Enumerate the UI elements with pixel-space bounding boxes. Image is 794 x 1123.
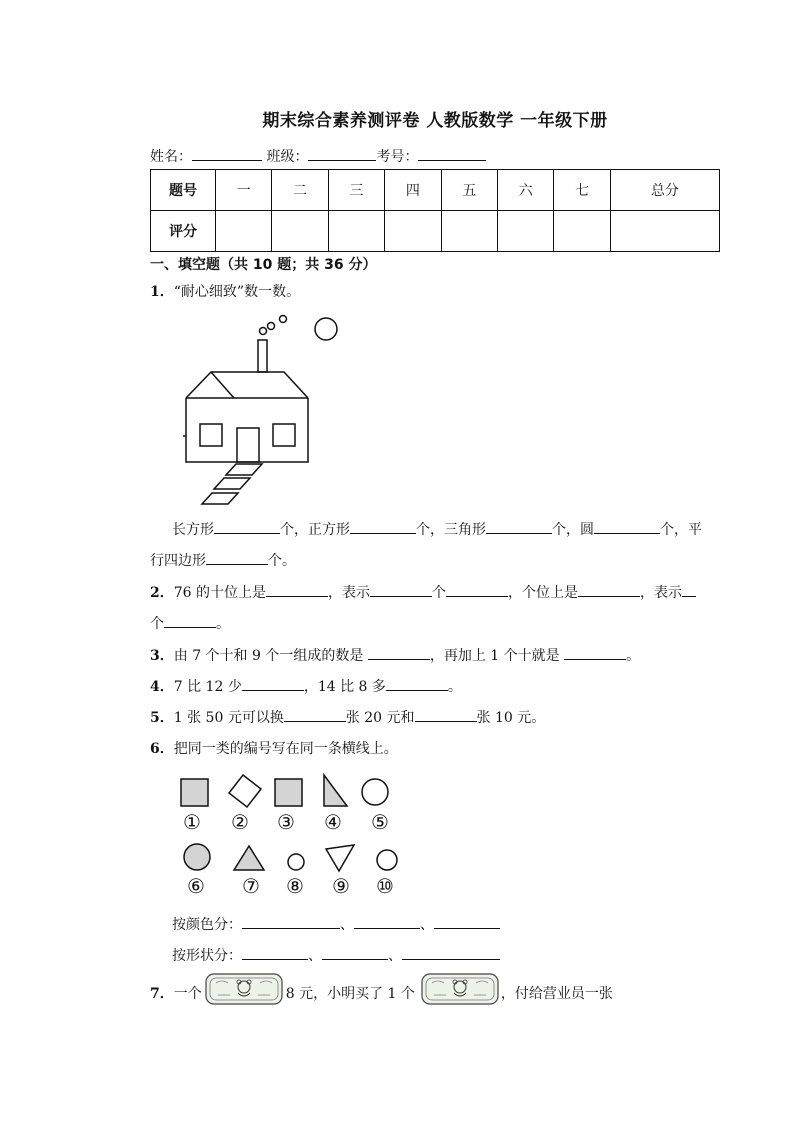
answer-blank[interactable]	[578, 582, 640, 597]
shape-label: ①	[183, 810, 201, 834]
table-cell: 五	[441, 170, 497, 211]
classify-by-shape	[172, 945, 500, 965]
pencil-case-icon	[204, 971, 284, 1007]
shape-5-circle	[362, 779, 388, 805]
classify-by-color	[172, 914, 500, 934]
q7-text: 一个	[173, 986, 202, 1002]
q1-text: 行四边形	[150, 553, 206, 569]
shape-7-triangle	[234, 846, 264, 870]
table-cell: 一	[216, 170, 272, 211]
exam-label: 考号：	[376, 149, 419, 165]
shape-3-square	[275, 779, 302, 806]
smoke-circle-large	[280, 316, 287, 323]
shape-8-small-circle	[288, 854, 304, 870]
shape-10-circle	[377, 850, 397, 870]
question-6	[150, 738, 398, 758]
class-label: 班级：	[266, 149, 309, 165]
shape-6-circle	[184, 844, 210, 870]
by-color-label: 按颜色分：	[172, 917, 242, 933]
question-number: 7．	[150, 986, 174, 1002]
q1-text: 个，正方形	[280, 522, 350, 538]
name-blank[interactable]	[192, 146, 262, 161]
shapes-row-2	[175, 838, 405, 878]
table-cell: 二	[272, 170, 328, 211]
table-row	[151, 211, 720, 252]
shape-label: ⑦	[242, 874, 260, 898]
smoke-circle-small	[260, 328, 267, 335]
answer-blank[interactable]	[682, 582, 696, 597]
shape-4-right-triangle	[324, 775, 347, 806]
by-shape-label: 按形状分：	[172, 948, 242, 964]
score-cell[interactable]	[610, 211, 719, 252]
q1-text: 个。	[268, 553, 296, 569]
window-left	[200, 424, 222, 446]
separator: 、	[308, 948, 322, 964]
path-stone	[226, 464, 262, 475]
answer-blank[interactable]	[486, 519, 552, 534]
path-stone	[214, 478, 250, 489]
q1-text: 个，三角形	[416, 522, 486, 538]
table-cell: 七	[554, 170, 610, 211]
question-number: 3．	[150, 648, 174, 664]
q2-text: 个	[432, 585, 447, 601]
answer-blank[interactable]	[206, 550, 268, 565]
table-cell: 三	[328, 170, 384, 211]
house-wall	[186, 398, 308, 462]
shape-2-rotated-square	[229, 775, 261, 807]
shape-label: ②	[231, 810, 249, 834]
q1-text: 长方形	[172, 522, 214, 538]
name-label: 姓名：	[150, 149, 192, 165]
q2-text: 76 的十位上是	[173, 585, 267, 601]
path-stone	[202, 493, 238, 504]
sun-circle	[315, 318, 337, 340]
score-cell[interactable]	[216, 211, 272, 252]
q1-text: 个，圆	[552, 522, 594, 538]
q4-text: ，14 比 8 多	[303, 679, 386, 695]
score-cell[interactable]	[272, 211, 328, 252]
answer-blank[interactable]	[434, 914, 500, 929]
question-2-cont	[150, 613, 230, 633]
question-4	[150, 676, 462, 696]
answer-blank[interactable]	[242, 914, 340, 929]
roof	[186, 372, 308, 398]
smoke-circle-mid	[268, 323, 275, 330]
q4-text: 。	[447, 679, 462, 695]
question-5	[150, 707, 545, 727]
q2-text: ，表示	[328, 585, 371, 601]
section-heading: 一、填空题（共 10 题；共 36 分）	[150, 257, 377, 273]
q1-text: 个，平	[660, 522, 702, 538]
shape-label: ④	[324, 810, 342, 834]
q2-text: 。	[216, 616, 230, 632]
answer-blank[interactable]	[242, 945, 308, 960]
separator: 、	[420, 917, 434, 933]
answer-blank[interactable]	[402, 945, 500, 960]
q7-text: ，付给营业员一张	[500, 986, 613, 1002]
answer-blank[interactable]	[564, 645, 626, 660]
question-text: “耐心细致”数一数。	[173, 284, 301, 300]
q5-text: 张 20 元和	[345, 710, 415, 726]
answer-blank[interactable]	[354, 914, 420, 929]
chimney	[258, 340, 267, 372]
q3-text: 由 7 个十和 9 个一组成的数是	[173, 648, 368, 664]
q1-answer-line-2	[150, 550, 296, 570]
shape-label: ⑤	[371, 810, 389, 834]
question-number: 5．	[150, 710, 174, 726]
table-cell: 题号	[151, 170, 216, 211]
question-number: 6．	[150, 741, 174, 757]
shape-9-inverted-triangle	[326, 845, 354, 871]
table-cell: 四	[385, 170, 441, 211]
score-cell[interactable]	[498, 211, 554, 252]
question-3	[150, 645, 640, 665]
answer-blank[interactable]	[164, 613, 216, 628]
score-cell[interactable]	[441, 211, 497, 252]
answer-blank[interactable]	[370, 582, 432, 597]
pencil-case-icon	[420, 971, 500, 1007]
student-info	[150, 146, 486, 166]
answer-blank[interactable]	[266, 582, 328, 597]
house-figure	[180, 312, 350, 512]
shape-label: ⑥	[187, 874, 205, 898]
question-number: 2．	[150, 585, 174, 601]
answer-blank[interactable]	[242, 676, 304, 691]
score-cell[interactable]	[328, 211, 384, 252]
window-right	[273, 424, 295, 446]
answer-blank[interactable]	[415, 707, 477, 722]
question-1	[150, 281, 300, 301]
q2-text: ，个位上是	[508, 585, 579, 601]
shape-label: ⑧	[286, 874, 304, 898]
score-cell[interactable]	[385, 211, 441, 252]
table-cell: 总分	[610, 170, 719, 211]
q2-text: 个	[150, 616, 164, 632]
table-row	[151, 170, 720, 211]
shape-label: ⑩	[376, 874, 394, 898]
exam-number-blank[interactable]	[418, 146, 486, 161]
q3-text: ，再加上 1 个十就是	[429, 648, 565, 664]
question-text: 把同一类的编号写在同一条横线上。	[173, 741, 398, 757]
door	[237, 428, 259, 462]
table-cell: 评分	[151, 211, 216, 252]
shapes-row-1	[175, 772, 405, 812]
answer-blank[interactable]	[386, 676, 448, 691]
q5-text: 1 张 50 元可以换	[173, 710, 284, 726]
answer-blank[interactable]	[214, 519, 280, 534]
class-blank[interactable]	[308, 146, 376, 161]
question-2	[150, 582, 696, 602]
q1-answer-line-1	[172, 519, 702, 539]
question-number: 1．	[150, 284, 174, 300]
answer-blank[interactable]	[284, 707, 346, 722]
question-number: 4．	[150, 679, 174, 695]
score-cell[interactable]	[554, 211, 610, 252]
q3-text: 。	[626, 648, 641, 664]
shape-label: ③	[277, 810, 295, 834]
answer-blank[interactable]	[350, 519, 416, 534]
q7-text: 8 元，小明买了 1 个	[285, 986, 415, 1002]
answer-blank[interactable]	[368, 645, 430, 660]
separator: 、	[340, 917, 354, 933]
answer-blank[interactable]	[594, 519, 660, 534]
q2-text: ，表示	[640, 585, 683, 601]
answer-blank[interactable]	[446, 582, 508, 597]
score-table	[150, 169, 720, 252]
table-cell: 六	[498, 170, 554, 211]
q5-text: 张 10 元。	[476, 710, 546, 726]
separator: 、	[388, 948, 402, 964]
answer-blank[interactable]	[322, 945, 388, 960]
shape-label: ⑨	[332, 874, 350, 898]
page-title: 期末综合素养测评卷 人教版数学 一年级下册	[262, 111, 608, 131]
q4-text: 7 比 12 少	[173, 679, 242, 695]
shape-1-square	[181, 779, 208, 806]
